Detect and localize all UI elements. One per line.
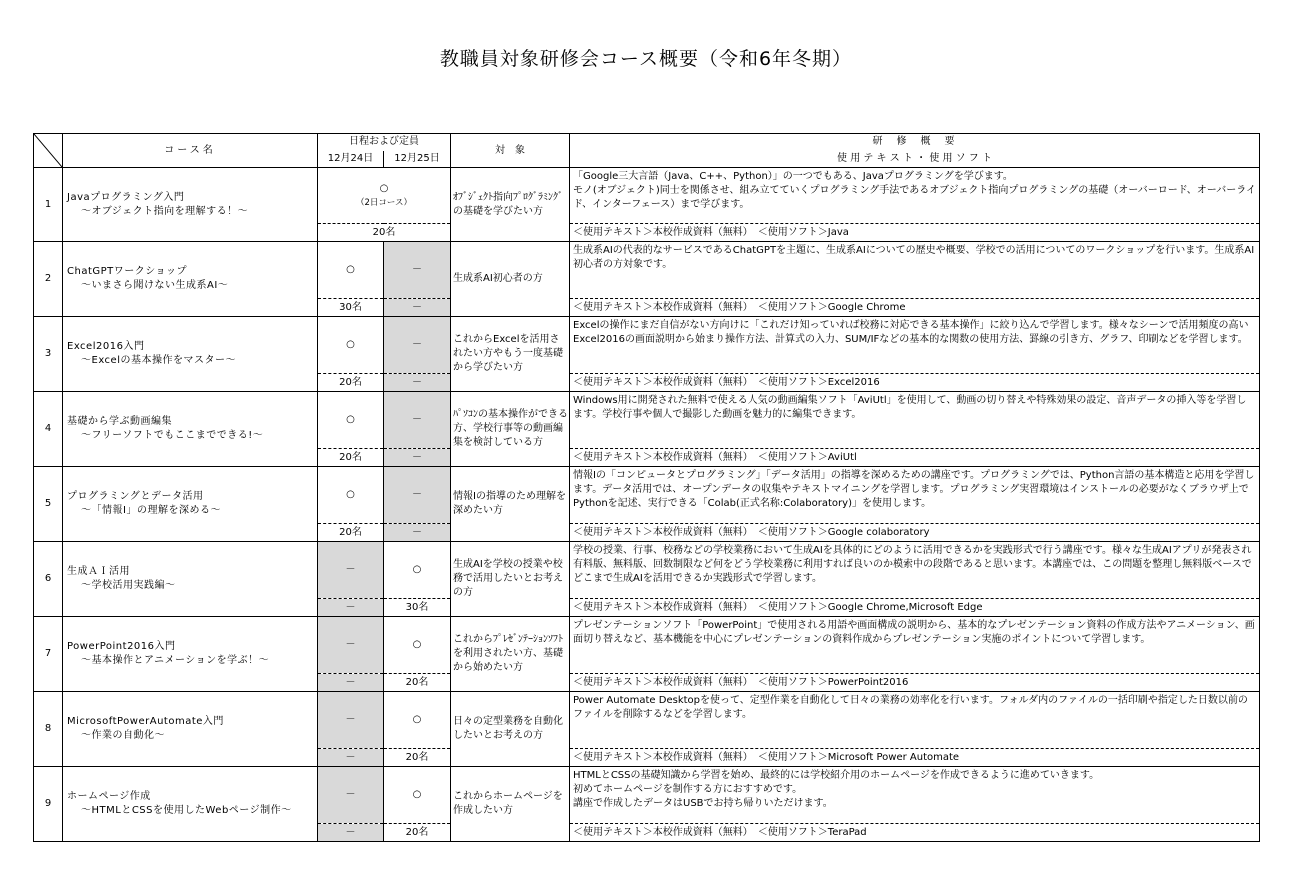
course-name: 生成ＡＩ活用	[67, 566, 130, 577]
schedule-day2: －	[384, 392, 451, 449]
course-number: 6	[34, 542, 63, 617]
course-table	[33, 133, 1260, 842]
course-row	[34, 692, 1260, 749]
course-row	[34, 392, 1260, 449]
course-target: これからﾌﾟﾚｾﾞﾝﾃｰｼｮﾝｿﾌﾄを利用されたい方、基礎から始めたい方	[451, 617, 570, 692]
course-target: ｵﾌﾞｼﾞｪｸﾄ指向ﾌﾟﾛｸﾞﾗﾐﾝｸﾞの基礎を学びたい方	[451, 168, 570, 242]
header-date-1: 12月24日	[318, 151, 384, 168]
course-number: 5	[34, 467, 63, 542]
schedule-day2: ○	[384, 692, 451, 749]
course-software: ＜使用テキスト＞本校作成資料（無料） ＜使用ソフト＞AviUtl	[570, 449, 1260, 467]
course-description	[570, 317, 1260, 374]
course-name: ChatGPTワークショップ	[67, 266, 188, 277]
course-target: これからホームページを作成したい方	[451, 767, 570, 842]
course-description-text: プレゼンテーションソフト「PowerPoint」で使用される用語や画面構成の説明から、基本的なプレゼンテーション資料の作成方法やアニメーション、画面切り替えなど、基本機能を中心にプレゼンテーションの資料作成からプレゼンテーション実施のポイントについて学習します。	[573, 620, 1255, 645]
course-target: 生成系AI初心者の方	[451, 242, 570, 317]
capacity-day2: 20名	[384, 674, 451, 692]
schedule-day2: －	[384, 242, 451, 299]
course-number: 7	[34, 617, 63, 692]
capacity-day2: 20名	[384, 824, 451, 842]
course-subtitle: ～HTMLとCSSを使用したWebページ制作～	[81, 805, 292, 816]
course-number: 9	[34, 767, 63, 842]
header-target: 対 象	[451, 134, 570, 168]
schedule-day1: －	[318, 767, 384, 824]
schedule-day2: ○	[384, 617, 451, 674]
course-name-cell	[63, 692, 318, 767]
capacity-day1: 20名	[318, 449, 384, 467]
course-name: 基礎から学ぶ動画編集	[67, 416, 172, 427]
course-description	[570, 168, 1260, 224]
course-name-cell	[63, 767, 318, 842]
course-name-cell	[63, 542, 318, 617]
course-software: ＜使用テキスト＞本校作成資料（無料） ＜使用ソフト＞Google Chrome	[570, 299, 1260, 317]
course-subtitle: ～基本操作とアニメーションを学ぶ！～	[81, 655, 270, 666]
schedule-day2: －	[384, 317, 451, 374]
course-name-cell	[63, 617, 318, 692]
course-row	[34, 767, 1260, 824]
course-name: ホームページ作成	[67, 791, 151, 802]
course-subtitle: ～作業の自動化～	[81, 730, 165, 741]
course-target: 生成AIを学校の授業や校務で活用したいとお考えの方	[451, 542, 570, 617]
schedule-day1: ○	[318, 242, 384, 299]
schedule-note: （2日コース）	[356, 197, 412, 208]
schedule-day1: ○	[318, 467, 384, 524]
course-target: これからExcelを活用されたい方やもう一度基礎から学びたい方	[451, 317, 570, 392]
course-name-cell	[63, 392, 318, 467]
header-date-2: 12月25日	[384, 151, 451, 168]
schedule-mark: ○	[379, 182, 389, 194]
capacity-day1: 30名	[318, 299, 384, 317]
capacity-day1: 20名	[318, 374, 384, 392]
schedule-day1: ○	[318, 392, 384, 449]
capacity-day2: －	[384, 449, 451, 467]
course-software: ＜使用テキスト＞本校作成資料（無料） ＜使用ソフト＞Google colaboratory	[570, 524, 1260, 542]
capacity-day1: 20名	[318, 524, 384, 542]
header-row	[34, 134, 1260, 151]
course-description	[570, 617, 1260, 674]
schedule-day2: －	[384, 467, 451, 524]
capacity-day2: 30名	[384, 599, 451, 617]
schedule-day1: ○	[318, 317, 384, 374]
course-software: ＜使用テキスト＞本校作成資料（無料） ＜使用ソフト＞TeraPad	[570, 824, 1260, 842]
course-software: ＜使用テキスト＞本校作成資料（無料） ＜使用ソフト＞Excel2016	[570, 374, 1260, 392]
course-description-text: Windows用に開発された無料で使える人気の動画編集ソフト「AviUtl」を使用して、動画の切り替えや特殊効果の設定、音声データの挿入等を学習します。学校行事や個人で撮影した動画を魅力的に編集できます。	[573, 395, 1247, 420]
course-description-text: HTMLとCSSの基礎知識から学習を始め、最終的には学校紹介用のホームページを作成できるように進めていきます。 初めてホームページを制作する方におすすめです。 講座で作成したデータはUSBでお持ち帰りいただけます。	[573, 770, 1100, 809]
capacity-day2: －	[384, 524, 451, 542]
course-subtitle: ～オブジェクト指向を理解する！～	[81, 205, 249, 217]
course-description	[570, 467, 1260, 524]
course-description	[570, 242, 1260, 299]
course-row	[34, 317, 1260, 374]
schedule-day2: ○	[384, 542, 451, 599]
course-description-text: Excelの操作にまだ自信がない方向けに「これだけ知っていれば校務に対応できる基本操作」に絞り込んで学習します。様々なシーンで活用頻度の高いExcel2016の画面説明から始まり操作方法、計算式の入力、SUM/IFなどの基本的な関数の使用方法、罫線の引き方、グラフ、印刷などを学習します。	[573, 320, 1249, 345]
header-corner	[34, 134, 63, 168]
course-name-cell	[63, 168, 318, 242]
course-software: ＜使用テキスト＞本校作成資料（無料） ＜使用ソフト＞Google Chrome,Microsoft Edge	[570, 599, 1260, 617]
course-row	[34, 168, 1260, 224]
course-number: 4	[34, 392, 63, 467]
schedule-day1: －	[318, 617, 384, 674]
course-name: PowerPoint2016入門	[67, 641, 176, 652]
course-description-text: 「Google三大言語（Java、C++、Python）」の一つでもある、Javaプログラミングを学びます。 モノ(オブジェクト)同士を関係させ、組み立てていくプログラミング手法であるオブジェクト指向プログラミングの基礎（オーバーロード、オーバーライド、インターフェース）まで学びます。	[573, 171, 1257, 210]
course-row	[34, 242, 1260, 299]
capacity-day2: －	[384, 299, 451, 317]
course-software: ＜使用テキスト＞本校作成資料（無料） ＜使用ソフト＞PowerPoint2016	[570, 674, 1260, 692]
course-name-cell	[63, 317, 318, 392]
course-name: プログラミングとデータ活用	[67, 491, 204, 502]
course-subtitle: ～Excelの基本操作をマスター～	[81, 355, 236, 366]
course-description-text: 生成系AIの代表的なサービスであるChatGPTを主題に、生成系AIについての歴史や概要、学校での活用についてのワークショップを行います。生成系AI初心者の方対象です。	[573, 245, 1255, 270]
course-name-cell	[63, 242, 318, 317]
header-text-soft: 使 用 テ キ ス ト ・ 使 用 ソ フ ト	[570, 151, 1260, 168]
course-software: ＜使用テキスト＞本校作成資料（無料） ＜使用ソフト＞Java	[570, 224, 1260, 242]
course-software: ＜使用テキスト＞本校作成資料（無料） ＜使用ソフト＞Microsoft Power Automate	[570, 749, 1260, 767]
page-title: 教職員対象研修会コース概要（令和6年冬期）	[439, 48, 853, 70]
course-description-text: 学校の授業、行事、校務などの学校業務において生成AIを具体的にどのように活用できるかを実践形式で行う講座です。様々な生成AIアプリが発表され有料版、無料版、回数制限など何をどう学校業務に利用すれば良いのか模索中の段階であると思います。本講座では、この問題を整理し無料版ベースでどこまで生成AIを活用できるか実践形式で学習します。	[573, 545, 1252, 584]
course-number: 1	[34, 168, 63, 242]
course-description	[570, 692, 1260, 749]
course-row	[34, 542, 1260, 599]
capacity-merged: 20名	[318, 224, 451, 242]
course-target: ﾊﾟｿｺﾝの基本操作ができる方、学校行事等の動画編集を検討している方	[451, 392, 570, 467]
schedule-day1: －	[318, 542, 384, 599]
course-row	[34, 467, 1260, 524]
course-target: 情報Ⅰの指導のため理解を深めたい方	[451, 467, 570, 542]
course-subtitle: ～いまさら聞けない生成系AI～	[81, 280, 229, 291]
course-name: Javaプログラミング入門	[67, 191, 185, 203]
header-course-name: コース名	[63, 134, 318, 168]
capacity-day1: －	[318, 674, 384, 692]
course-description-text: 情報Ⅰの「コンピュータとプログラミング」「データ活用」の指導を深めるための講座です。プログラミングでは、Python言語の基本構造と応用を学習します。データ活用では、オープンデータの収集やテキストマイニングを学習します。プログラミング実習環境はインストールの必要がなくブラウザ上でPythonを記述、実行できる「Colab(正式名称:Colaboratory)」を使用します。	[573, 470, 1255, 509]
course-subtitle: ～学校活用実践編～	[81, 580, 176, 591]
course-description	[570, 392, 1260, 449]
course-row	[34, 617, 1260, 674]
header-overview: 研 修 概 要	[570, 134, 1260, 151]
capacity-day2: －	[384, 374, 451, 392]
course-target: 日々の定型業務を自動化したいとお考えの方	[451, 692, 570, 767]
capacity-day1: －	[318, 599, 384, 617]
capacity-day1: －	[318, 749, 384, 767]
schedule-merged	[318, 168, 451, 224]
schedule-day2: ○	[384, 767, 451, 824]
header-schedule: 日程および定員	[318, 134, 451, 151]
course-subtitle: ～フリーソフトでもここまでできる!～	[81, 430, 264, 441]
course-subtitle: ～「情報Ⅰ」の理解を深める～	[81, 505, 221, 516]
course-number: 2	[34, 242, 63, 317]
schedule-day1: －	[318, 692, 384, 749]
course-name: Excel2016入門	[67, 341, 145, 352]
course-description	[570, 767, 1260, 824]
capacity-day1: －	[318, 824, 384, 842]
course-number: 8	[34, 692, 63, 767]
course-description	[570, 542, 1260, 599]
course-number: 3	[34, 317, 63, 392]
capacity-day2: 20名	[384, 749, 451, 767]
course-name: MicrosoftPowerAutomate入門	[67, 716, 224, 727]
course-description-text: Power Automate Desktopを使って、定型作業を自動化して日々の業務の効率化を行います。フォルダ内のファイルの一括印刷や指定した日数以前のファイルを削除するなどを学習します。	[573, 695, 1248, 720]
course-name-cell	[63, 467, 318, 542]
